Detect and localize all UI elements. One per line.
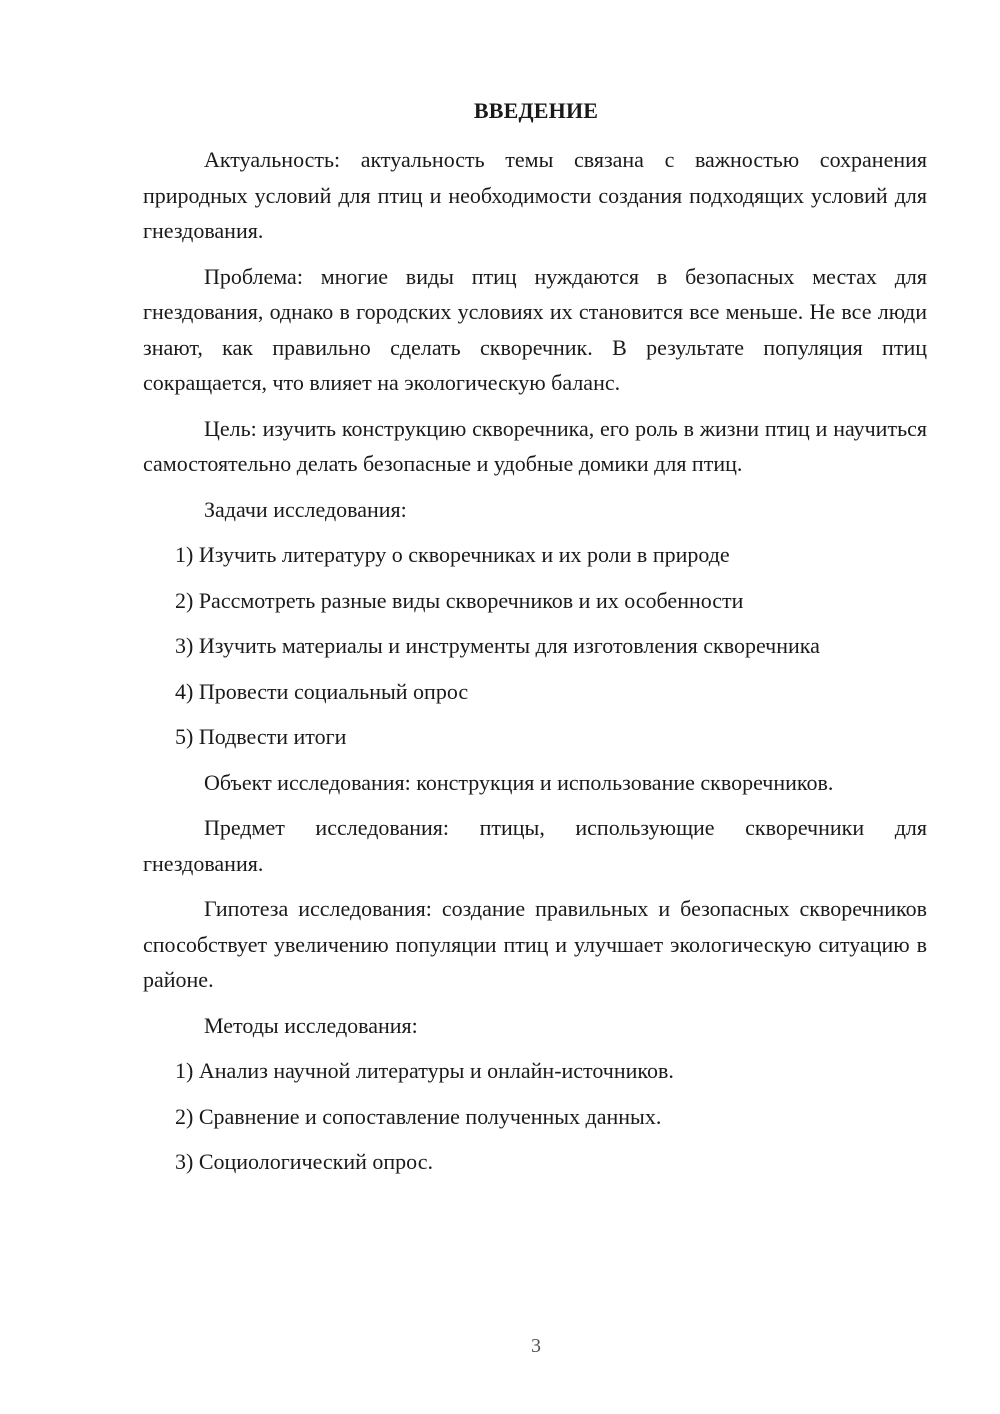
paragraph-problem: Проблема: многие виды птиц нуждаются в безопасных местах для гнездования, однако в городских условиях их становится все меньше. Не все люди знают, как правильно сделать скворечник. В результате популяция птиц сокращается, что влияет на экологическую баланс. (143, 263, 927, 395)
method-item: 2) Сравнение и сопоставление полученных данных. (175, 1103, 662, 1129)
paragraph-relevance: Актуальность: актуальность темы связана с важностью сохранения природных условий для птиц и необходимости создания подходящих условий для гнездования. (143, 147, 927, 243)
paragraph-object: Объект исследования: конструкция и использование скворечников. (204, 769, 834, 795)
task-item: 5) Подвести итоги (175, 724, 347, 749)
paragraph-goal: Цель: изучить конструкцию скворечника, его роль в жизни птиц и научиться самостоятельно делать безопасные и удобные домики для птиц. (143, 415, 927, 476)
section-title: ВВЕДЕНИЕ (473, 98, 599, 123)
paragraph-subject: Предмет исследования: птицы, использующие скворечники для гнездования. (143, 815, 927, 876)
methods-heading: Методы исследования: (204, 1012, 418, 1038)
document-body (143, 142, 927, 1190)
tasks-heading: Задачи исследования: (204, 496, 407, 522)
paragraph-hypothesis: Гипотеза исследования: создание правильных и безопасных скворечников способствует увеличению популяции птиц и улучшает экологическую ситуацию в районе. (143, 896, 927, 992)
task-item: 2) Рассмотреть разные виды скворечников и их особенности (175, 587, 744, 613)
page-number: 3 (531, 1335, 541, 1357)
method-item: 3) Социологический опрос. (175, 1149, 433, 1174)
task-item: 3) Изучить материалы и инструменты для изготовления скворечника (175, 633, 820, 658)
task-item: 1) Изучить литературу о скворечниках и их роли в природе (175, 542, 730, 567)
method-item: 1) Анализ научной литературы и онлайн-источников. (175, 1058, 674, 1083)
task-item: 4) Провести социальный опрос (175, 678, 469, 704)
